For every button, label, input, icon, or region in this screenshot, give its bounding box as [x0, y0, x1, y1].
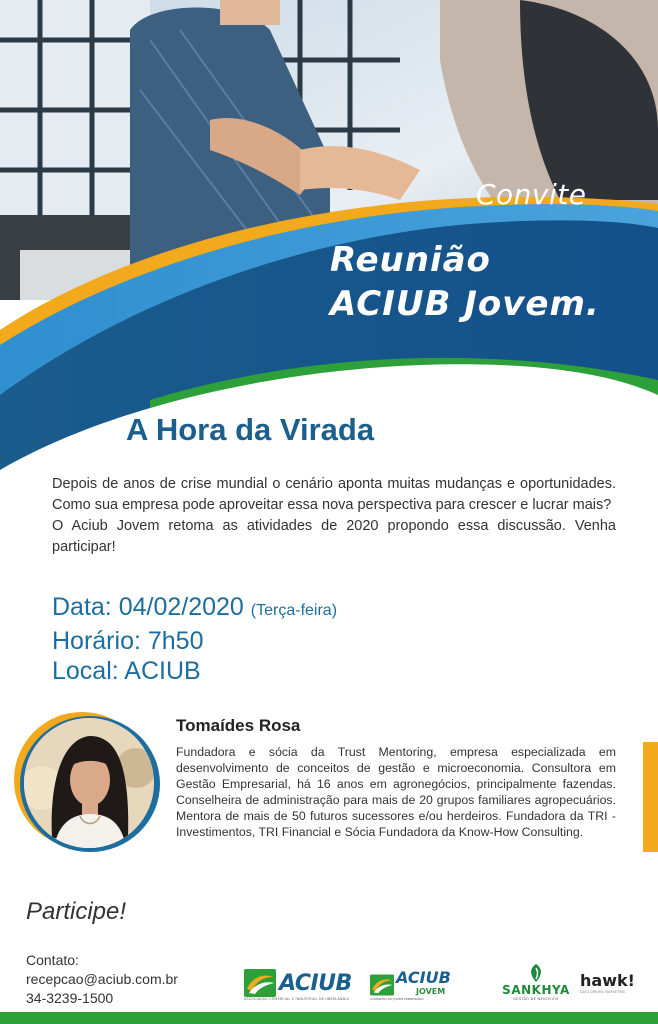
intro-text: [52, 474, 616, 558]
event-weekday: (Terça-feira): [250, 602, 338, 619]
aciub-subtitle: ASSOCIAÇÃO COMERCIAL E INDUSTRIAL DE UBERLÂNDIA: [244, 997, 350, 1001]
contact-email[interactable]: recepcao@aciub.com.br: [26, 971, 178, 987]
aciub-jovem-wordmark: [396, 968, 451, 999]
sankhya-wordmark: SANKHYA: [502, 983, 570, 997]
event-details: [52, 592, 337, 686]
hero-banner: [0, 0, 658, 470]
call-to-action: Participe!: [26, 898, 127, 925]
headline: A Hora da Virada: [126, 412, 375, 447]
speaker-photo: [14, 712, 164, 854]
invitation-label: Convite: [476, 178, 587, 211]
speaker-portrait: [24, 718, 154, 848]
event-title-line1: Reunião: [330, 240, 491, 280]
event-title: [330, 238, 600, 326]
contact-info: [26, 951, 178, 1008]
event-location: Local: ACIUB: [52, 657, 201, 685]
intro-paragraph-1: Depois de anos de crise mundial o cenário aponta muitas mudanças e oportunidades. Como sua empresa pode aproveitar essa nova perspectiva para crescer e lucrar mais?: [52, 476, 616, 513]
aciub-logo: [244, 966, 356, 1000]
event-time: Horário: 7h50: [52, 627, 204, 655]
aciub-mark-icon: [244, 969, 276, 997]
hawk-subtitle: DATA DRIVEN MARKETING: [580, 990, 626, 994]
aciub-jovem-word: JOVEM: [416, 987, 446, 996]
hawk-wordmark: hawk!: [580, 971, 635, 990]
speaker-name: Tomaídes Rosa: [176, 716, 301, 735]
aciub-jovem-subtitle: CONSELHO DO JOVEM EMPRESÁRIO: [370, 997, 424, 1001]
side-accent-bar: [643, 742, 658, 852]
speaker-bio: Fundadora e sócia da Trust Mentoring, empresa especializada em desenvolvimento de conceitos de gestão e microeconomia. Consultora em Gestão Empresarial, há 16 anos em agronegócios, principalmente fazendas. Conselheira de administração para mais de 20 grupos familiares agropecuários. Mentora de mais de 50 futuros sucessores e/ou herdeiros. Fundadora da TRI - Investimentos, TRI Financial e Sócia Fundadora da Know-How Consulting.: [176, 745, 616, 839]
aciub-wordmark: ACIUB: [279, 970, 352, 996]
contact-phone: 34-3239-1500: [26, 990, 114, 1006]
event-title-line2: ACIUB Jovem.: [330, 284, 600, 324]
portrait-illustration: [24, 718, 154, 848]
aciub-jovem-mark-icon: [370, 974, 394, 996]
bottom-green-bar: [0, 1012, 658, 1024]
event-date: Data: 04/02/2020: [52, 593, 244, 621]
sankhya-subtitle: GESTÃO DE NEGÓCIOS: [513, 997, 559, 1001]
aciub-jovem-logo: [370, 970, 454, 1000]
aciub-jovem-brand: ACIUB: [396, 968, 451, 987]
sankhya-logo: [498, 962, 574, 1006]
hawk-logo: [580, 972, 644, 1002]
sankhya-leaf-icon: [525, 962, 547, 984]
event-date-row: [52, 592, 337, 626]
intro-paragraph-2: O Aciub Jovem retoma as atividades de 2020 propondo essa discussão. Venha participar!: [52, 518, 616, 555]
contact-label: Contato:: [26, 952, 79, 968]
hero-illustration: [0, 0, 658, 470]
